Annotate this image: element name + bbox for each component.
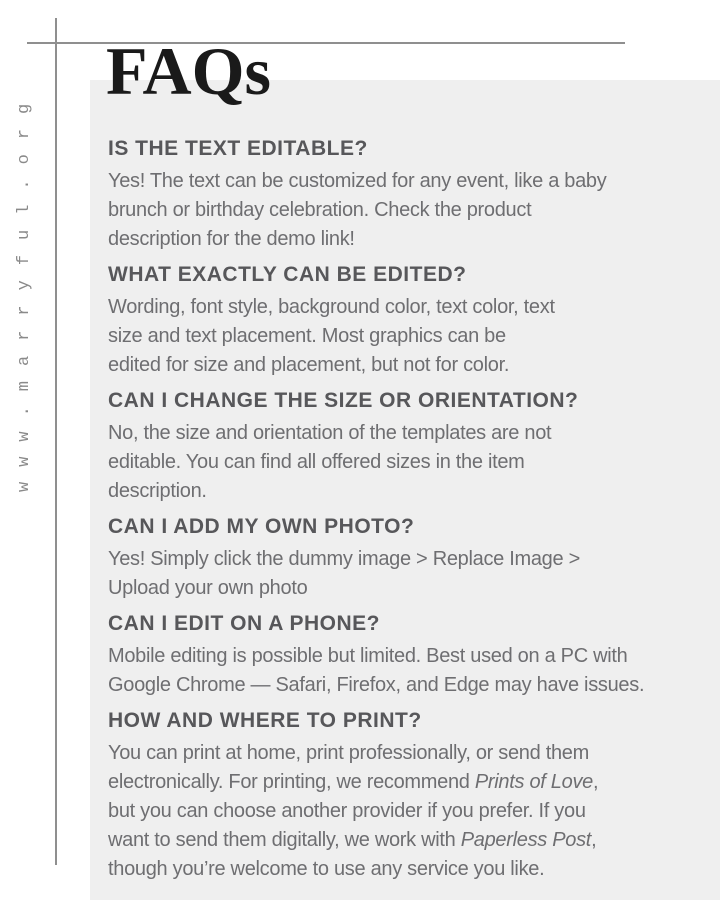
page-title: FAQs (106, 33, 271, 109)
faq-question: WHAT EXACTLY CAN BE EDITED? (108, 263, 467, 286)
faq-item (108, 388, 720, 506)
faq-list (108, 136, 720, 892)
faq-answer (108, 739, 720, 884)
faq-answer-line: Yes! Simply click the dummy image > Replace Image > (108, 548, 580, 570)
faq-answer-line: You can print at home, print professionally, or send them (108, 742, 589, 764)
faq-answer (108, 545, 720, 603)
faq-answer-line: though you’re welcome to use any service you like. (108, 858, 545, 880)
faq-answer-line: edited for size and placement, but not for color. (108, 354, 510, 376)
faq-item (108, 708, 720, 884)
faq-answer-line: editable. You can find all offered sizes in the item (108, 451, 525, 473)
faq-answer-line: Google Chrome — Safari, Firefox, and Edge may have issues. (108, 674, 645, 696)
faq-answer (108, 293, 720, 380)
faq-item (108, 611, 720, 700)
faq-question: CAN I ADD MY OWN PHOTO? (108, 515, 415, 538)
faq-question: CAN I CHANGE THE SIZE OR ORIENTATION? (108, 389, 579, 412)
website-url-vertical-text: www.marryful.org (15, 88, 34, 492)
vertical-guide-line (55, 18, 57, 865)
faq-question: CAN I EDIT ON A PHONE? (108, 612, 380, 635)
faq-item (108, 262, 720, 380)
faq-item (108, 136, 720, 254)
faq-answer-line: want to send them digitally, we work with Paperless Post, (108, 829, 597, 851)
faq-answer-line: No, the size and orientation of the templates are not (108, 422, 552, 444)
faq-answer-line: Mobile editing is possible but limited. Best used on a PC with (108, 645, 628, 667)
faq-answer-line: but you can choose another provider if you prefer. If you (108, 800, 586, 822)
faq-answer-line: description. (108, 480, 207, 502)
faq-answer-line: Wording, font style, background color, text color, text (108, 296, 555, 318)
faq-answer-line: brunch or birthday celebration. Check the product (108, 199, 532, 221)
faq-answer-line: Upload your own photo (108, 577, 308, 599)
faq-item (108, 514, 720, 603)
faq-answer-line: description for the demo link! (108, 228, 355, 250)
faq-answer-line: Yes! The text can be customized for any event, like a baby (108, 170, 607, 192)
faq-answer (108, 419, 720, 506)
faq-answer (108, 642, 720, 700)
faq-question: HOW AND WHERE TO PRINT? (108, 709, 422, 732)
faq-answer-line: size and text placement. Most graphics can be (108, 325, 506, 347)
faq-answer-line: electronically. For printing, we recommend Prints of Love, (108, 771, 599, 793)
faq-question: IS THE TEXT EDITABLE? (108, 137, 368, 160)
faq-answer (108, 167, 720, 254)
